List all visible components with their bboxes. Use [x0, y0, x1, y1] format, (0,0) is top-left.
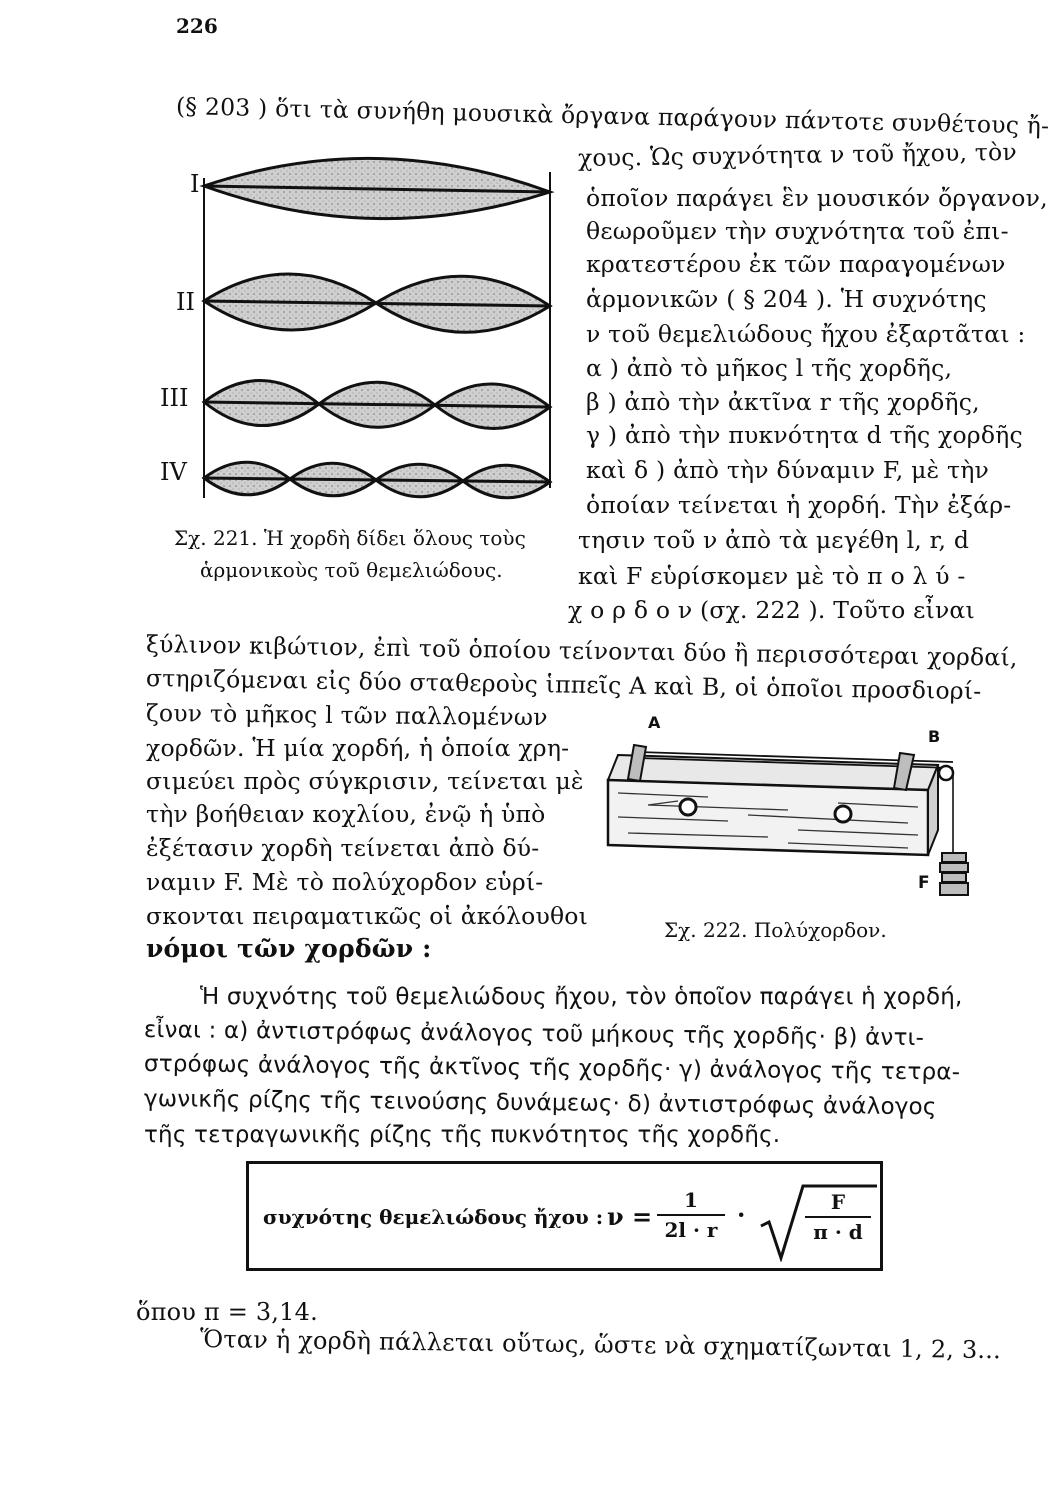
text-line: γωνικῆς ρίζης τῆς τεινούσης δυνάμεως· δ) ἀντιστρόφως ἀνάλογος: [143, 1086, 937, 1121]
page-number: 226: [176, 14, 218, 38]
fig221-label-iii: III: [160, 384, 189, 412]
text-line: εἶναι : α) ἀντιστρόφως ἀνάλογος τοῦ μήκους τῆς χορδῆς· β) ἀντι-: [143, 1017, 925, 1052]
text-line: σκονται πειραματικῶς οἱ ἀκόλουθοι: [146, 902, 589, 930]
text-line: (§ 203 ) ὅτι τὰ συνήθη μουσικὰ ὄργανα παράγουν πάντοτε συνθέτους ἤ-: [175, 92, 1050, 140]
fraction-denominator: π · d: [813, 1220, 863, 1244]
text-line: καὶ δ ) ἀπὸ τὴν δύναμιν F, μὲ τὴν: [586, 456, 990, 484]
text-line: χους. Ὡς συχνότητα ν τοῦ ἤχου, τὸν: [577, 137, 1018, 172]
text-line: τὴν βοήθειαν κοχλίου, ἐνῷ ἡ ὑπὸ: [146, 800, 546, 828]
text-line: ναμιν F. Μὲ τὸ πολύχορδον εὑρί-: [146, 868, 544, 896]
text-line: ὁποίαν τείνεται ἡ χορδή. Τὴν ἐξάρ-: [586, 491, 1012, 519]
text-line: ἁρμονικῶν ( § 204 ). Ἡ συχνότης: [586, 285, 987, 313]
text-line: θεωροῦμεν τὴν συχνότητα τοῦ ἐπι-: [586, 217, 1009, 245]
text-line: α ) ἀπὸ τὸ μῆκος l τῆς χορδῆς,: [586, 354, 953, 382]
fig221-label-i: I: [190, 170, 200, 198]
text-line: γ ) ἀπὸ τὴν πυκνότητα d τῆς χορδῆς: [586, 421, 1023, 449]
text-line: καὶ F εὑρίσκομεν μὲ τὸ π ο λ ύ -: [578, 562, 966, 590]
text-line: ἐξέτασιν χορδὴ τείνεται ἀπὸ δύ-: [146, 834, 540, 862]
text-line: ν τοῦ θεμελιώδους ἤχου ἐξαρτᾶται :: [586, 320, 1026, 348]
fig222-caption: Σχ. 222. Πολύχορδον.: [664, 918, 887, 942]
fig221-caption-line2: ἁρμονικοὺς τοῦ θεμελιώδους.: [200, 558, 503, 582]
text-line: β ) ἀπὸ τὴν ἀκτῖνα r τῆς χορδῆς,: [586, 388, 980, 416]
formula-dot: ·: [737, 1200, 746, 1229]
fraction-denominator: 2l · r: [664, 1218, 718, 1242]
laws-heading: νόμοι τῶν χορδῶν :: [146, 934, 432, 963]
text-line: σιμεύει πρὸς σύγκρισιν, τείνεται μὲ: [146, 767, 584, 795]
fraction-numerator: 1: [684, 1188, 698, 1212]
text-line: χορδῶν. Ἡ μία χορδή, ἡ ὁποία χρη-: [146, 734, 570, 762]
text-line: ζουν τὸ μῆκος l τῶν παλλομένων: [145, 699, 548, 732]
fraction-numerator: F: [830, 1190, 846, 1214]
fig222-label-a: A: [648, 713, 661, 732]
formula-box: [246, 1161, 883, 1271]
text-line: στρόφως ἀνάλογος τῆς ἀκτῖνος τῆς χορδῆς· γ) ἀνάλογος τῆς τετρα-: [143, 1051, 961, 1086]
formula-lhs: ν =: [607, 1202, 653, 1231]
text-line: Ὅταν ἡ χορδὴ πάλλεται οὕτως, ὥστε νὰ σχηματίζωνται 1, 2, 3...: [199, 1325, 1002, 1365]
formula-label: συχνότης θεμελιώδους ἤχου :: [263, 1205, 604, 1229]
fig222-label-f: F: [918, 873, 930, 893]
text-line: Ἡ συχνότης τοῦ θεμελιώδους ἤχου, τὸν ὁποῖον παράγει ἡ χορδή,: [200, 984, 963, 1010]
pi-value-line: ὅπου π = 3,14.: [136, 1298, 318, 1326]
figure-221-standing-waves: [186, 148, 556, 518]
text-line: κρατεστέρου ἐκ τῶν παραγομένων: [586, 250, 1006, 278]
text-line: ὁποῖον παράγει ἓν μουσικόν ὄργανον,: [586, 184, 1048, 212]
text-line: τησιν τοῦ ν ἀπὸ τὰ μεγέθη l, r, d: [578, 526, 970, 554]
formula-fraction-1: [657, 1188, 725, 1242]
fig221-label-ii: II: [176, 288, 195, 316]
text-line: στηριζόμεναι εἰς δύο σταθεροὺς ἱππεῖς A καὶ B, οἱ ὁποῖοι προσδιορί-: [145, 664, 982, 706]
fig221-label-iv: IV: [160, 458, 187, 486]
text-line: ξύλινον κιβώτιον, ἐπὶ τοῦ ὁποίου τείνονται δύο ἢ περισσότεραι χορδαί,: [145, 630, 1018, 672]
text-line: τῆς τετραγωνικῆς ρίζης τῆς πυκνότητος τῆς χορδῆς.: [144, 1122, 781, 1148]
fig222-label-b: B: [928, 727, 941, 746]
fig221-caption-line1: Σχ. 221. Ἡ χορδὴ δίδει ὅλους τοὺς: [174, 526, 526, 550]
text-line: χ ο ρ δ ο ν (σχ. 222 ). Τοῦτο εἶναι: [568, 596, 975, 624]
formula-fraction-2: [805, 1190, 871, 1244]
